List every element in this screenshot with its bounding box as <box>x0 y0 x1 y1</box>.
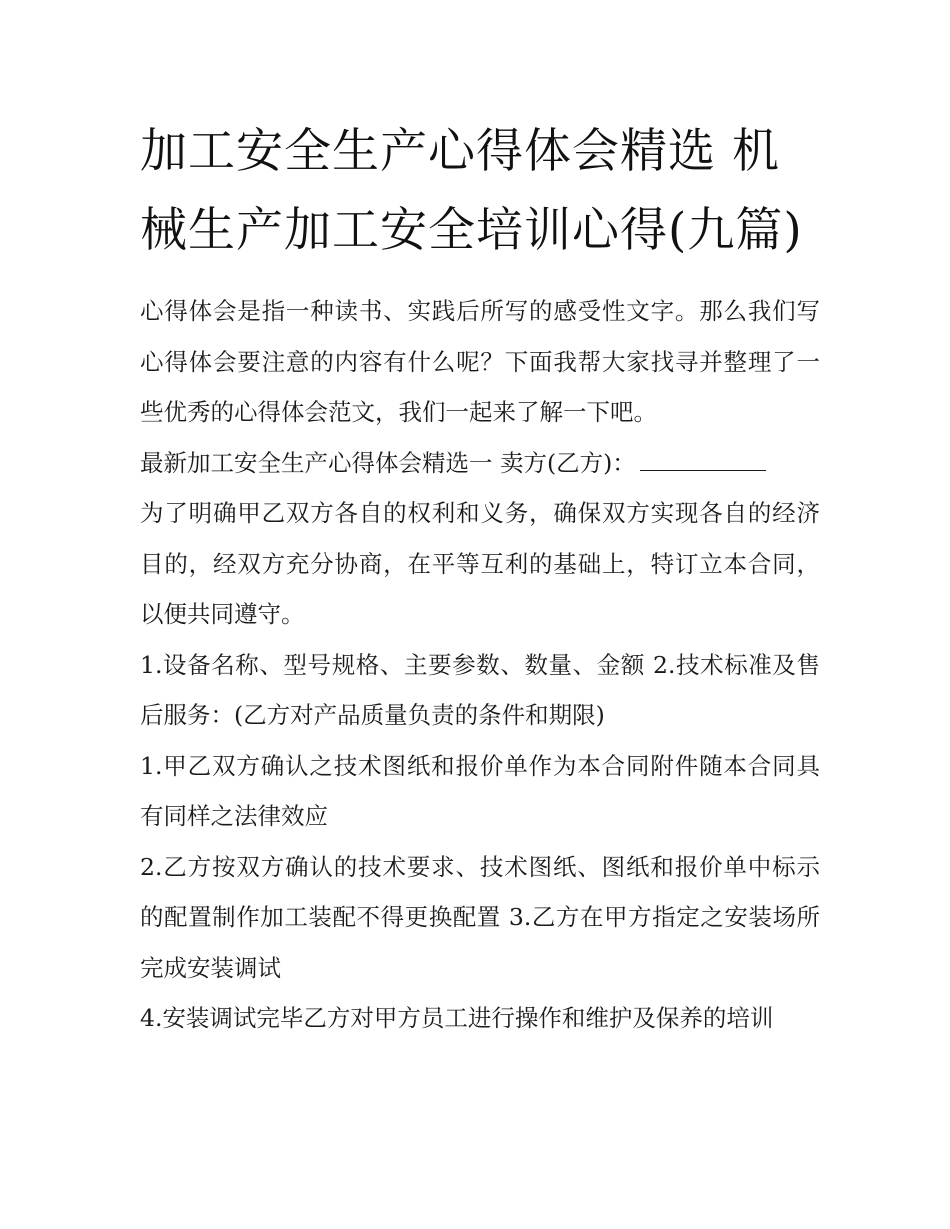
seller-name-blank <box>640 448 766 471</box>
document-page <box>140 112 820 1044</box>
seller-line <box>140 438 820 489</box>
seller-line-text: 最新加工安全生产心得体会精选一 卖方(乙方)： <box>140 448 636 477</box>
clause-paragraph: 2.乙方按双方确认的技术要求、技术图纸、图纸和报价单中标示的配置制作加工装配不得更换配置 3.乙方在甲方指定之安装场所完成安装调试 <box>140 852 820 982</box>
document-title: 加工安全生产心得体会精选 机械生产加工安全培训心得(九篇) <box>140 124 803 258</box>
contract-purpose-paragraph: 为了明确甲乙双方各自的权利和义务，确保双方实现各自的经济目的，经双方充分协商，在平等互利的基础上，特订立本合同，以便共同遵守。 <box>140 499 820 628</box>
intro-paragraph: 心得体会是指一种读书、实践后所写的感受性文字。那么我们写心得体会要注意的内容有什么呢？下面我帮大家找寻并整理了一些优秀的心得体会范文，我们一起来了解一下吧。 <box>140 297 820 426</box>
clause-paragraph: 1.设备名称、型号规格、主要参数、数量、金额 2.技术标准及售后服务：(乙方对产品质量负责的条件和期限) <box>140 650 820 729</box>
clause-paragraph: 1.甲乙双方确认之技术图纸和报价单作为本合同附件随本合同具有同样之法律效应 <box>140 751 820 830</box>
clause-paragraph: 4.安装调试完毕乙方对甲方员工进行操作和维护及保养的培训 <box>140 1004 774 1032</box>
document-body <box>140 286 820 1044</box>
